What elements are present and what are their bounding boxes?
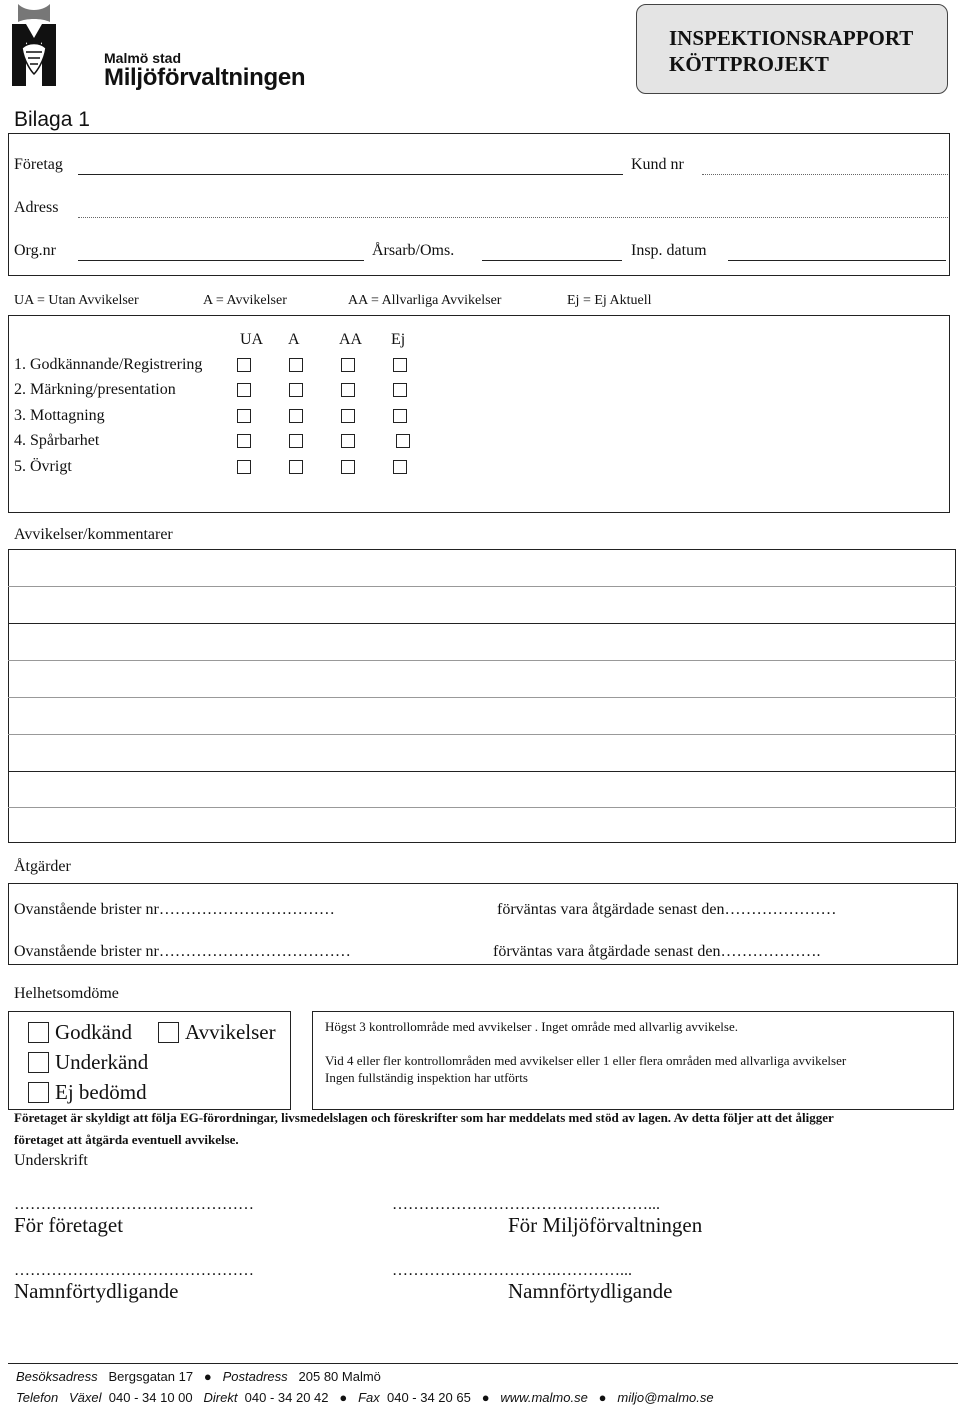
org-name-small: Malmö stad [104,50,182,66]
comment-line [8,734,956,735]
report-title-line2: KÖTTPROJEKT [669,52,829,76]
legend-aa: AA = Allvarliga Avvikelser [348,293,502,308]
footer-address-row [16,1369,381,1384]
godkand-label: Godkänd [55,1020,132,1044]
namn-left-label: Namnförtydligande [14,1279,179,1303]
row2-ej-checkbox[interactable] [393,383,407,397]
checklist-box [8,315,950,513]
fax-value: 040 - 34 20 65 [386,1390,471,1405]
helhet-info-ej-bedomd: Ingen fullständig inspektion har utförts [325,1070,528,1085]
company-info-box [8,133,950,276]
legend-a: A = Avvikelser [203,293,287,308]
checklist-row-1: 1. Godkännande/Registrering [14,356,203,373]
web-link[interactable]: www.malmo.se [500,1390,588,1405]
underkand-label: Underkänd [55,1050,149,1074]
signature-label: Underskrift [14,1152,88,1169]
malmo-crest-logo [8,2,60,88]
godkand-checkbox[interactable] [28,1022,49,1043]
col-ua-header: UA [240,331,264,348]
checklist-row-3: 3. Mottagning [14,407,105,424]
row4-a-checkbox[interactable] [289,434,303,448]
comment-line [8,660,956,661]
row2-aa-checkbox[interactable] [341,383,355,397]
besok-label: Besöksadress [16,1369,98,1384]
atgarder-line2-right[interactable]: förväntas vara åtgärdade senast den………………. [493,943,821,960]
obligation-text-line2: företaget att åtgärda eventuell avvikelse. [14,1132,239,1147]
arsarb-field[interactable] [482,260,622,261]
checklist-row-4: 4. Spårbarhet [14,432,100,449]
helhet-info-godkand: Högst 3 kontrollområde med avvikelser . Inget område med allvarlig avvikelse. [325,1019,738,1034]
comment-line [8,697,956,698]
row3-ua-checkbox[interactable] [237,409,251,423]
comment-line [8,771,956,772]
row5-aa-checkbox[interactable] [341,460,355,474]
direkt-label: Direkt [203,1390,238,1405]
besok-value: Bergsgatan 17 [108,1369,194,1384]
signature-line-company[interactable]: ……………………………………… [14,1196,254,1213]
atgarder-label: Åtgärder [14,858,71,875]
bullet-icon: ● [339,1390,348,1405]
row5-ua-checkbox[interactable] [237,460,251,474]
checklist-row-5: 5. Övrigt [14,458,72,475]
comment-line [8,807,956,808]
insp-datum-field[interactable] [728,260,946,261]
fax-label: Fax [358,1390,380,1405]
row5-a-checkbox[interactable] [289,460,303,474]
arsarb-label: Årsarb/Oms. [372,242,455,259]
footer-contact-row [16,1390,714,1405]
email-link[interactable]: miljo@malmo.se [617,1390,714,1405]
checklist-row-2: 2. Märkning/presentation [14,381,176,398]
foretag-field[interactable] [78,174,623,175]
row2-a-checkbox[interactable] [289,383,303,397]
col-a-header: A [288,331,300,348]
row3-aa-checkbox[interactable] [341,409,355,423]
atgarder-line1-right[interactable]: förväntas vara åtgärdade senast den………………… [497,901,837,918]
legend-ej: Ej = Ej Aktuell [567,293,652,308]
foretag-label: Företag [14,156,63,173]
row1-a-checkbox[interactable] [289,358,303,372]
row4-ej-checkbox[interactable] [396,434,410,448]
comments-label: Avvikelser/kommentarer [14,526,173,543]
atgarder-line1-left[interactable]: Ovanstående brister nr…………………………… [14,901,335,918]
adress-label: Adress [14,199,59,216]
bilaga-label: Bilaga 1 [14,108,90,131]
helhet-label: Helhetsomdöme [14,985,119,1002]
signature-line-miljo[interactable]: …………………………………………... [392,1196,660,1213]
telefon-label: Telefon [16,1390,59,1405]
name-line-miljo[interactable]: ………………………….…………... [392,1262,632,1279]
org-nr-label: Org.nr [14,242,56,259]
comment-line [8,623,956,624]
vaxel-label: Växel [69,1390,102,1405]
adress-field[interactable] [78,217,948,218]
bullet-icon: ● [481,1390,490,1405]
direkt-value: 040 - 34 20 42 [244,1390,329,1405]
footer-divider [8,1363,958,1364]
ej-bedomd-checkbox[interactable] [28,1082,49,1103]
bullet-icon: ● [598,1390,607,1405]
atgarder-line2-left[interactable]: Ovanstående brister nr……………………………… [14,943,351,960]
kund-nr-field[interactable] [702,174,948,175]
ej-bedomd-label: Ej bedömd [55,1080,147,1104]
row1-ua-checkbox[interactable] [237,358,251,372]
obligation-text-line1: Företaget är skyldigt att följa EG-förordningar, livsmedelslagen och föreskrifter som har meddelats med stöd av lagen. Av detta följer att det åligger [14,1110,834,1125]
avvikelser-checkbox[interactable] [158,1022,179,1043]
row1-aa-checkbox[interactable] [341,358,355,372]
for-miljo-label: För Miljöförvaltningen [508,1213,703,1237]
row5-ej-checkbox[interactable] [393,460,407,474]
row3-ej-checkbox[interactable] [393,409,407,423]
post-label: Postadress [222,1369,288,1384]
col-aa-header: AA [339,331,363,348]
org-nr-field[interactable] [78,260,364,261]
row3-a-checkbox[interactable] [289,409,303,423]
vaxel-value: 040 - 34 10 00 [108,1390,193,1405]
name-line-company[interactable]: ……………………………………… [14,1262,254,1279]
col-ej-header: Ej [391,331,406,348]
bullet-icon: ● [203,1369,212,1384]
row1-ej-checkbox[interactable] [393,358,407,372]
report-title-line1: INSPEKTIONSRAPPORT [669,26,914,50]
comment-line [8,586,956,587]
report-title-box [636,4,948,94]
legend-ua: UA = Utan Avvikelser [14,293,139,308]
kund-nr-label: Kund nr [631,156,684,173]
avvikelser-label: Avvikelser [185,1020,276,1044]
row4-ua-checkbox[interactable] [237,434,251,448]
for-foretaget-label: För företaget [14,1213,124,1237]
post-value: 205 80 Malmö [298,1369,381,1384]
comments-area[interactable] [8,549,956,843]
helhet-info-underkand: Vid 4 eller fler kontrollområden med avvikelser eller 1 eller flera områden med allvarliga avvikelser [325,1053,847,1068]
row4-aa-checkbox[interactable] [341,434,355,448]
namn-right-label: Namnförtydligande [508,1279,673,1303]
insp-datum-label: Insp. datum [631,242,707,259]
underkand-checkbox[interactable] [28,1052,49,1073]
org-name-big: Miljöförvaltningen [104,64,306,91]
row2-ua-checkbox[interactable] [237,383,251,397]
